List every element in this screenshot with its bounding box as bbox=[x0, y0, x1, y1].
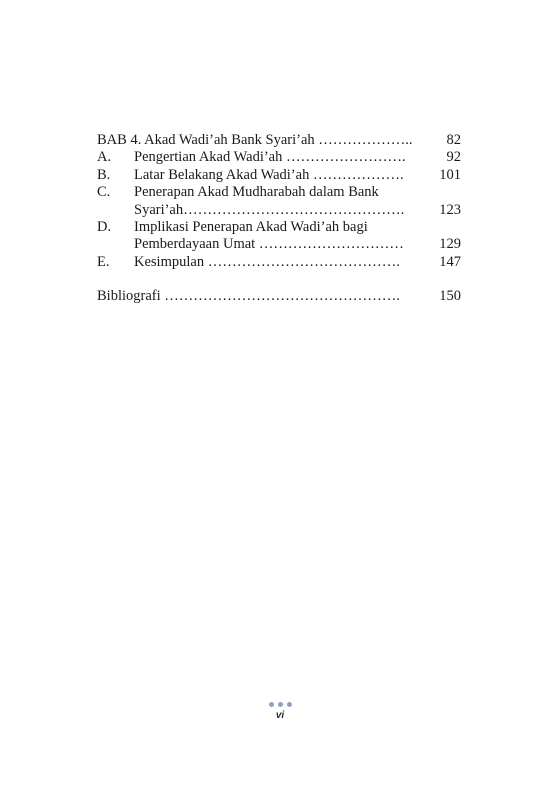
toc-entry-line: Penerapan Akad Mudharabah dalam Bank bbox=[134, 184, 379, 201]
footer-dots-ornament bbox=[0, 700, 560, 708]
toc-entry-line: Syari’ah………………………………………. bbox=[134, 201, 405, 218]
toc-bibliography-page: 150 bbox=[439, 288, 461, 305]
toc-entry-a bbox=[97, 149, 461, 166]
page-number: vi bbox=[275, 710, 285, 721]
toc-entry-letter: D. bbox=[97, 219, 112, 236]
toc-chapter-page: 82 bbox=[446, 132, 461, 148]
dot-icon bbox=[278, 702, 283, 707]
toc-entry-title bbox=[134, 219, 427, 254]
toc-entry-letter: B. bbox=[97, 166, 111, 183]
toc-entry-d bbox=[97, 219, 461, 254]
toc-entry-title bbox=[134, 184, 427, 219]
dot-icon bbox=[287, 702, 292, 707]
table-of-contents bbox=[97, 132, 461, 306]
toc-entry-line: Implikasi Penerapan Akad Wadi’ah bagi bbox=[134, 219, 368, 236]
toc-entry-page: 129 bbox=[439, 236, 461, 253]
toc-entry-title bbox=[134, 167, 427, 184]
toc-entry-page: 147 bbox=[439, 253, 461, 270]
toc-spacer bbox=[97, 271, 461, 288]
toc-bibliography-row bbox=[97, 288, 461, 305]
toc-entry-title bbox=[134, 149, 427, 166]
toc-entry-line: Kesimpulan …………………………………. bbox=[134, 253, 400, 270]
page-footer bbox=[0, 700, 560, 721]
toc-entry-title bbox=[134, 254, 427, 271]
toc-chapter-title: BAB 4. Akad Wadi’ah Bank Syari’ah ……………….. bbox=[97, 132, 413, 148]
dot-icon bbox=[269, 702, 274, 707]
toc-entry-line: Pemberdayaan Umat ………………………… bbox=[134, 236, 404, 253]
toc-entry-page: 123 bbox=[439, 201, 461, 218]
toc-chapter-row bbox=[97, 132, 461, 149]
toc-entry-letter: A. bbox=[97, 149, 112, 166]
toc-entry-e bbox=[97, 254, 461, 271]
toc-entry-c bbox=[97, 184, 461, 219]
toc-entry-letter: E. bbox=[97, 253, 110, 270]
toc-entry-b bbox=[97, 167, 461, 184]
toc-entry-page: 101 bbox=[439, 166, 461, 183]
toc-entry-letter: C. bbox=[97, 184, 111, 201]
toc-entry-line: Latar Belakang Akad Wadi’ah ………………. bbox=[134, 166, 404, 183]
toc-entry-line: Pengertian Akad Wadi’ah ……………………. bbox=[134, 149, 406, 166]
toc-entry-page: 92 bbox=[446, 149, 461, 166]
toc-bibliography-title: Bibliografi …………………………………………. bbox=[97, 288, 400, 305]
